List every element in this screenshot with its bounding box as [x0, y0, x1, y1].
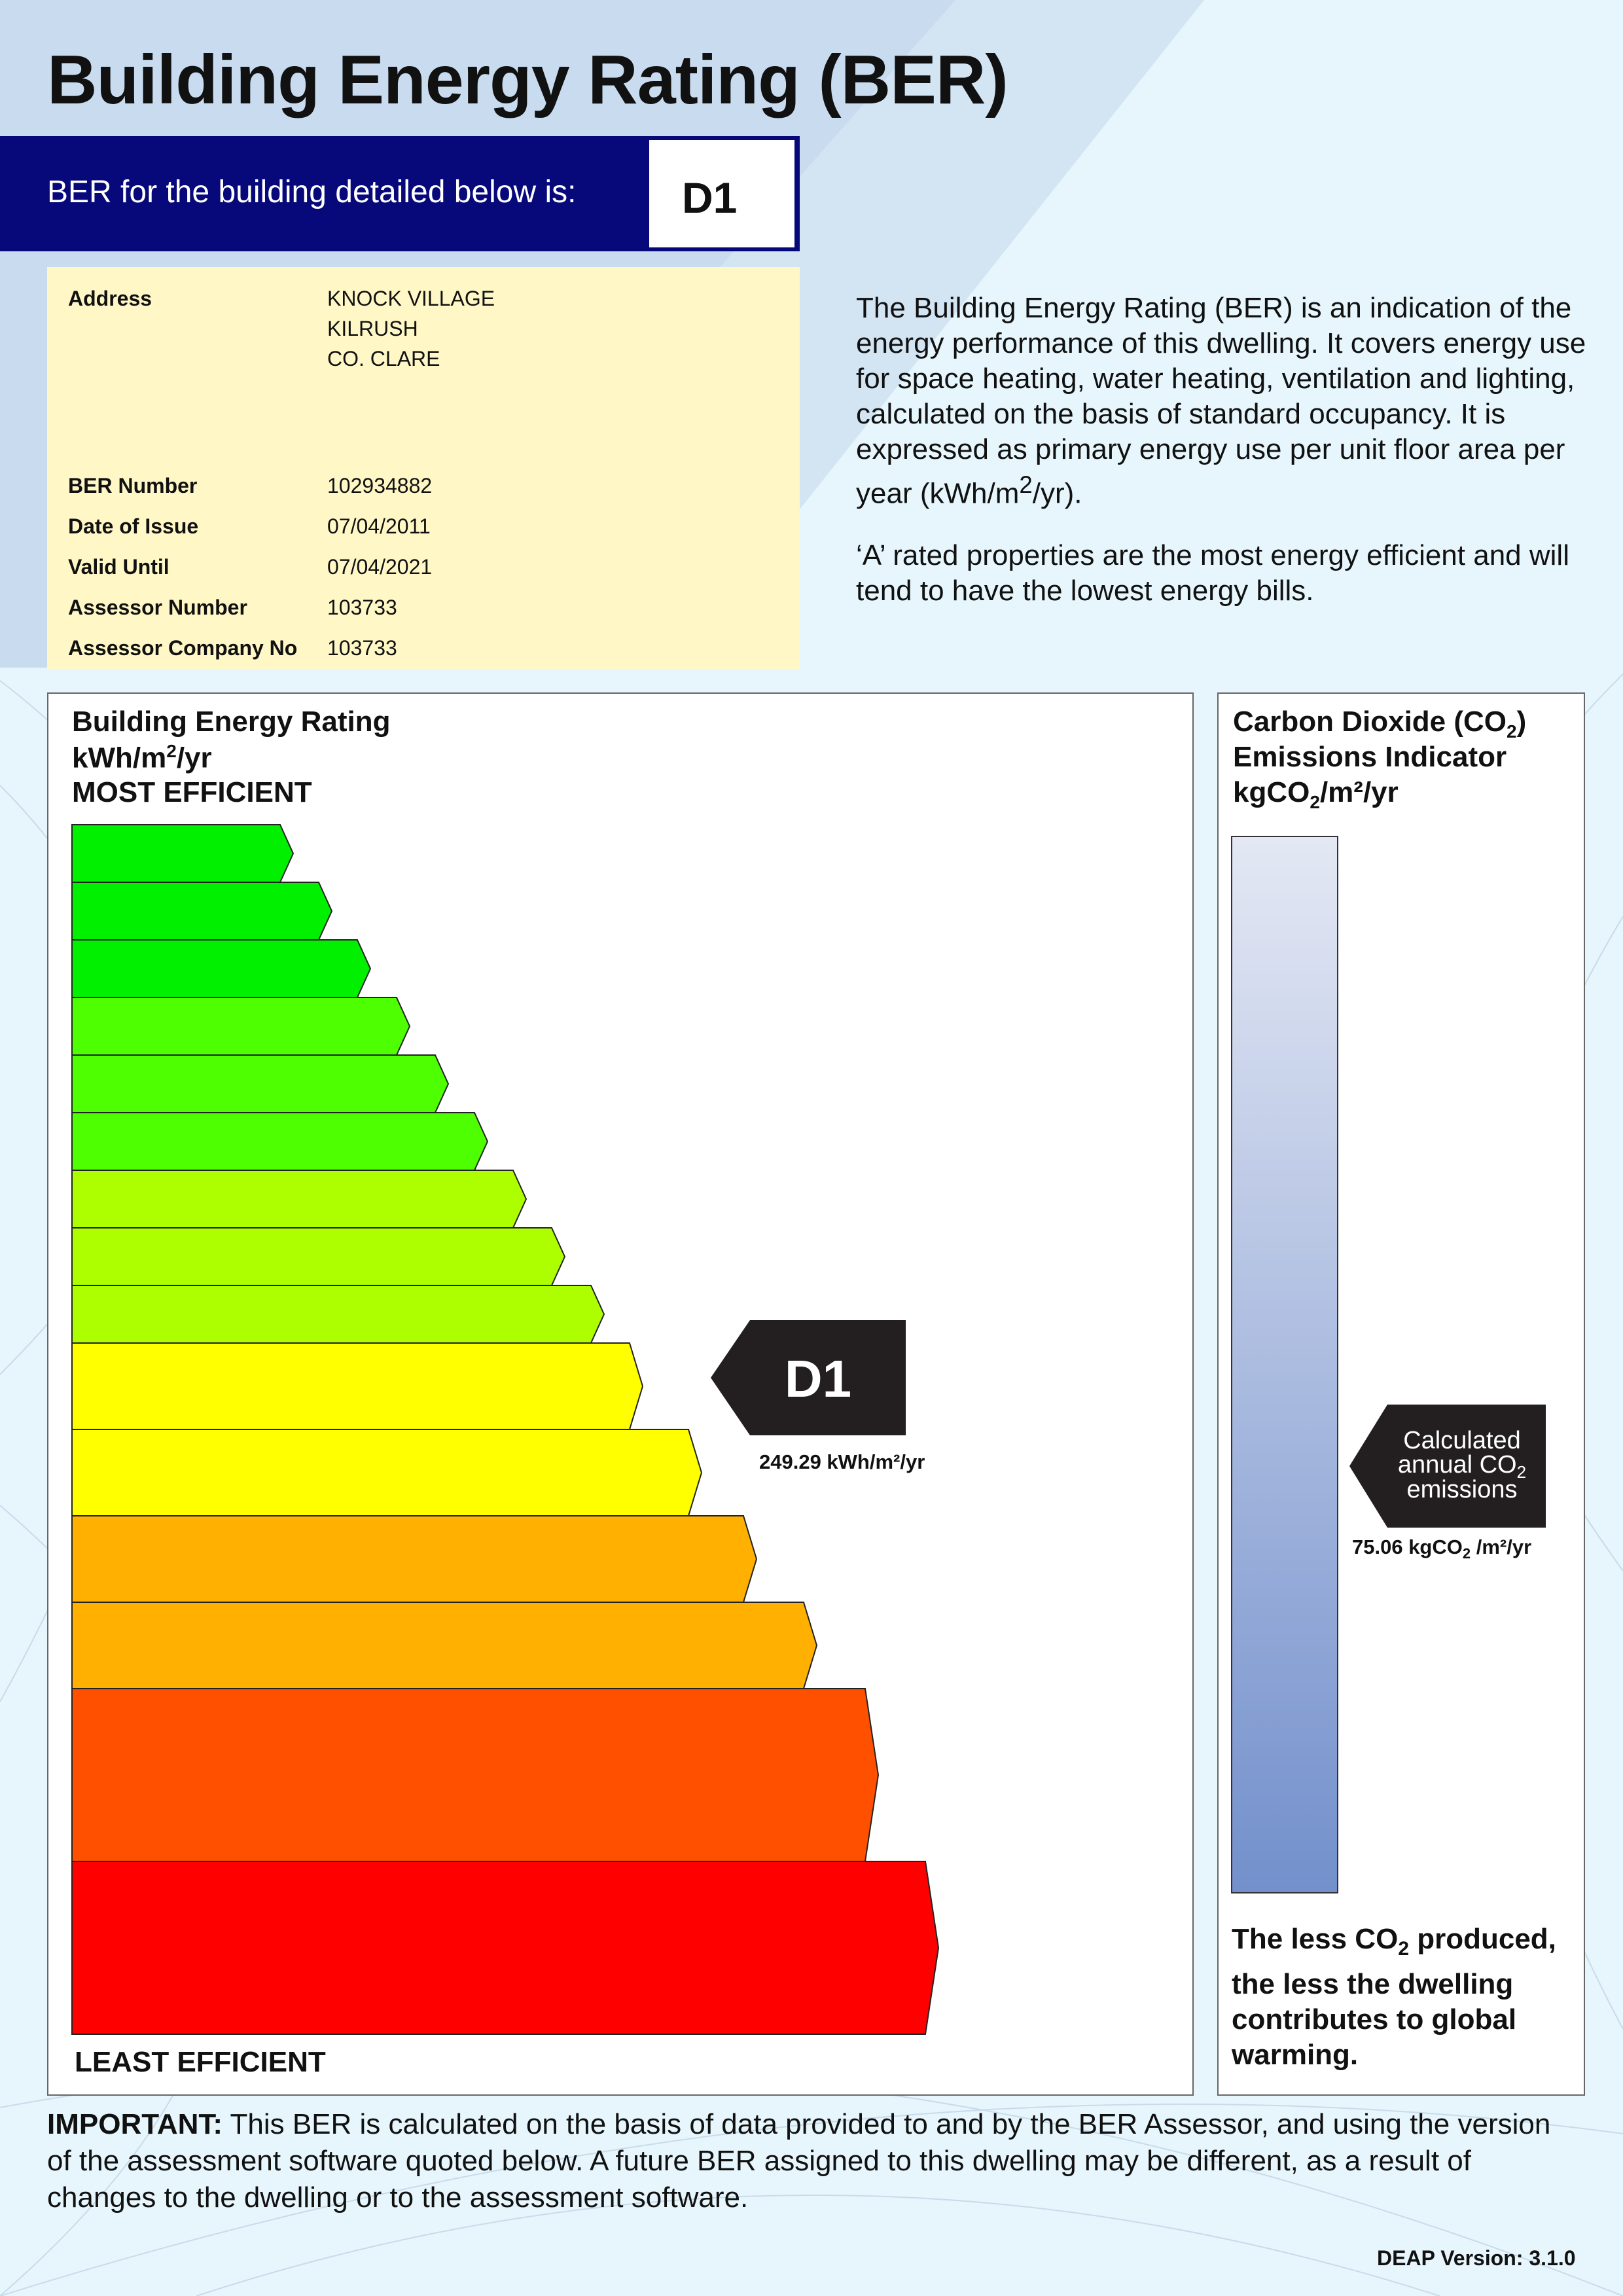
address-line: KILRUSH — [327, 317, 418, 340]
ber-result-banner — [0, 136, 800, 251]
rating-band — [72, 1602, 817, 1689]
current-rating-marker — [711, 1320, 906, 1435]
rating-band — [72, 1689, 878, 1861]
rating-band — [72, 1228, 565, 1285]
description-paragraph: The Building Energy Rating (BER) is an indication of the energy performance of this dwelling. It covers energy use for space heating, water heating, ventilation and lighting, calculated on the basis of standard occupancy. It is expressed as primary energy use per unit floor area per year $(kWh/m^2/yr)$. — [856, 292, 1586, 510]
valid-until-label: Valid Until — [68, 555, 169, 579]
rating-band — [72, 1113, 488, 1170]
co2-gradient-bar — [1232, 836, 1338, 1893]
ber-result-label: BER for the building detailed below is: — [47, 175, 577, 209]
software-version: DEAP Version: 3.1.0 — [1377, 2246, 1576, 2270]
rating-band — [72, 1170, 526, 1228]
assessor-number-label: Assessor Number — [68, 596, 247, 619]
energy-rating-panel — [47, 692, 1194, 2096]
most-efficient-label: MOST EFFICIENT — [72, 776, 312, 808]
rating-band — [72, 1516, 757, 1602]
co2-emissions-panel — [1217, 692, 1585, 2096]
rating-band — [72, 1343, 643, 1429]
co2-value: 75.06 kgCO$_2$ /m²/yr — [1352, 1535, 1532, 1562]
rating-scale-chart — [48, 694, 1195, 2097]
rating-band — [72, 1055, 448, 1113]
ber-result-value: D1 — [682, 173, 738, 222]
rating-band — [72, 997, 410, 1055]
least-efficient-label: LEAST EFFICIENT — [75, 2046, 326, 2078]
co2-unit: kgCO$_2$/m²/yr — [1233, 776, 1399, 812]
rating-scale-title: Building Energy Rating — [72, 706, 391, 738]
rating-scale-unit: kWh/$m^2/yr$ — [72, 741, 212, 774]
assessor-company-value: 103733 — [327, 636, 397, 660]
address-line: KNOCK VILLAGE — [327, 287, 495, 310]
date-of-issue-value: 07/04/2011 — [327, 514, 431, 538]
co2-indicator-text: Calculated — [1403, 1427, 1521, 1454]
co2-subtitle: Emissions Indicator — [1233, 741, 1507, 773]
rating-band — [72, 825, 293, 882]
rating-band — [72, 882, 332, 940]
rating-band — [72, 1429, 702, 1516]
current-rating-value: 249.29 kWh/m²/yr — [759, 1450, 925, 1473]
co2-indicator-text: emissions — [1406, 1476, 1518, 1503]
assessor-company-label: Assessor Company No — [68, 636, 298, 660]
important-notice — [47, 2106, 1578, 2216]
co2-indicator-chart — [1219, 694, 1586, 2097]
assessor-number-value: 103733 — [327, 596, 397, 619]
current-rating-label: D1 — [784, 1350, 852, 1408]
rating-band — [72, 1861, 938, 2034]
ber-description — [856, 291, 1596, 635]
ber-number-value: 102934882 — [327, 474, 433, 497]
co2-footer-note: The less $CO_2$ produced, the less the dwelling contributes to global warming. — [1232, 1923, 1556, 2071]
co2-title: Carbon Dioxide $(CO_2)$ — [1233, 706, 1527, 742]
address-label: Address — [68, 287, 152, 310]
page-title: Building Energy Rating (BER) — [47, 41, 1008, 118]
rating-band — [72, 1285, 604, 1343]
rating-band — [72, 940, 370, 997]
valid-until-value: 07/04/2021 — [327, 555, 433, 579]
date-of-issue-label: Date of Issue — [68, 514, 199, 538]
important-label: IMPORTANT: — [47, 2108, 223, 2140]
important-text: This BER is calculated on the basis of data provided to and by the BER Assessor, and using the version of the assessment software quoted below. A future BER assigned to this dwelling may be different, as a result of changes to the dwelling or to the assessment software. — [47, 2108, 1551, 2214]
ber-result-box — [649, 140, 794, 247]
co2-indicator-text: annual $CO_2$ — [1397, 1451, 1527, 1482]
building-details-panel — [47, 267, 800, 669]
ber-number-label: BER Number — [68, 474, 198, 497]
co2-indicator-marker — [1349, 1405, 1546, 1528]
description-paragraph: ‘A’ rated properties are the most energy efficient and will tend to have the lowest energy bills. — [856, 539, 1569, 607]
address-line: CO. CLARE — [327, 347, 440, 370]
